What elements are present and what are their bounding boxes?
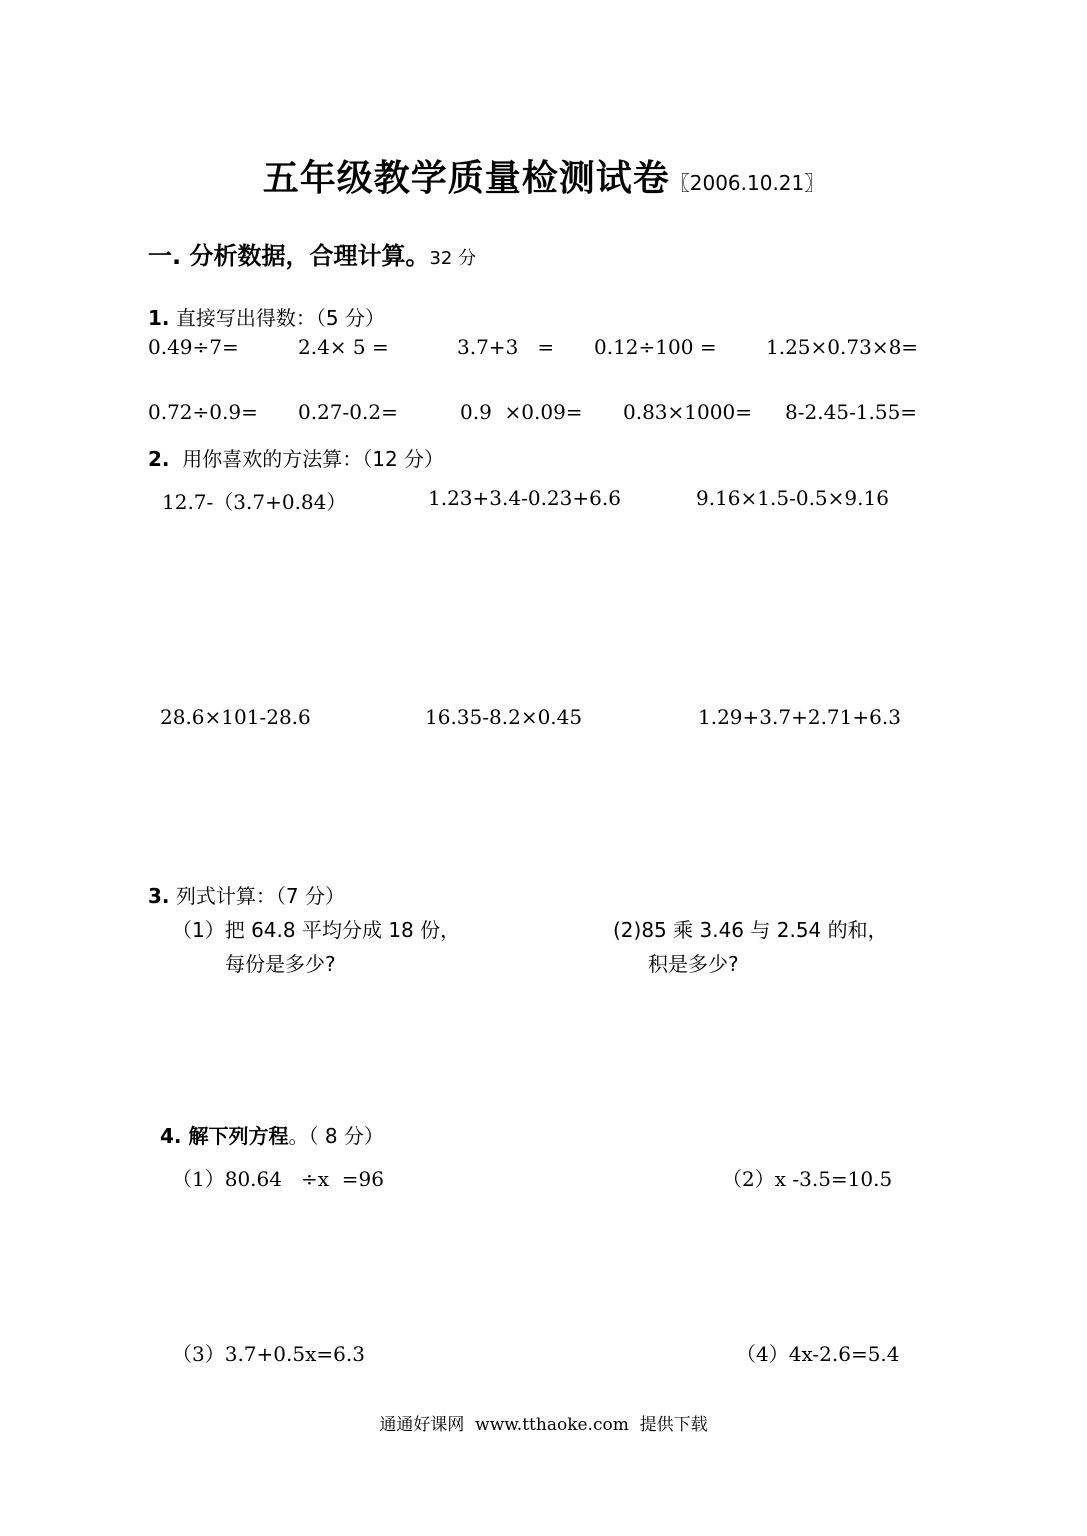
q3-problem-2-line-2: 积是多少?	[648, 952, 739, 976]
question-2-number: 2.	[148, 447, 170, 471]
q4-equation: （2）x -3.5=10.5	[722, 1167, 893, 1191]
question-4-text: 。（ 8 分）	[288, 1124, 384, 1148]
footer-text: 通通好课网 www.tthaoke.com 提供下载	[379, 1415, 708, 1435]
page-title	[0, 150, 1087, 201]
question-3-number: 3.	[148, 884, 170, 908]
q4-equation: （1）80.64 ÷x =96	[172, 1167, 385, 1191]
q2-expression: 1.29+3.7+2.71+6.3	[698, 705, 901, 729]
q2-expression: 9.16×1.5-0.5×9.16	[696, 486, 889, 510]
question-4-bold-text: 解下列方程	[181, 1124, 289, 1148]
question-4-heading	[160, 1120, 384, 1149]
q3-problem-2-line-1: (2)85 乘 3.46 与 2.54 的和，	[613, 918, 888, 942]
q4-equation: （4）4x-2.6=5.4	[736, 1342, 900, 1366]
q1-expression: 3.7+3 =	[457, 335, 555, 359]
question-1-heading	[148, 302, 385, 331]
q2-expression: 12.7-（3.7+0.84）	[162, 490, 347, 514]
question-2-heading	[148, 443, 444, 472]
q1-expression: 0.12÷100 =	[594, 335, 717, 359]
question-1-text: 直接写出得数：（5 分）	[169, 306, 385, 330]
q1-expression: 0.27-0.2=	[298, 400, 398, 424]
question-2-text: 用你喜欢的方法算：（12 分）	[169, 447, 445, 471]
section-heading	[148, 236, 476, 271]
question-3-text: 列式计算：（7 分）	[169, 884, 345, 908]
q4-equation: （3）3.7+0.5x=6.3	[172, 1342, 365, 1366]
title-main: 五年级教学质量检测试卷	[262, 158, 670, 199]
q2-expression: 1.23+3.4-0.23+6.6	[428, 486, 621, 510]
q1-expression: 2.4× 5 =	[298, 335, 389, 359]
question-1-number: 1.	[148, 306, 170, 330]
q1-expression: 1.25×0.73×8=	[766, 335, 919, 359]
q1-expression: 0.9 ×0.09=	[460, 400, 583, 424]
section-heading-text: 一. 分析数据，合理计算。	[148, 242, 430, 270]
q1-expression: 0.72÷0.9=	[148, 400, 258, 424]
title-date: 〖2006.10.21〗	[669, 171, 825, 195]
q2-expression: 28.6×101-28.6	[160, 705, 311, 729]
q1-expression: 8-2.45-1.55=	[785, 400, 918, 424]
q3-problem-1-line-2: 每份是多少?	[225, 952, 336, 976]
q2-expression: 16.35-8.2×0.45	[425, 705, 583, 729]
q1-expression: 0.49÷7=	[148, 335, 239, 359]
q3-problem-1-line-1: （1）把 64.8 平均分成 18 份，	[172, 918, 461, 942]
question-3-heading	[148, 880, 345, 909]
q1-expression: 0.83×1000=	[623, 400, 752, 424]
question-4-number: 4.	[160, 1124, 182, 1148]
section-points: 32 分	[429, 248, 477, 269]
